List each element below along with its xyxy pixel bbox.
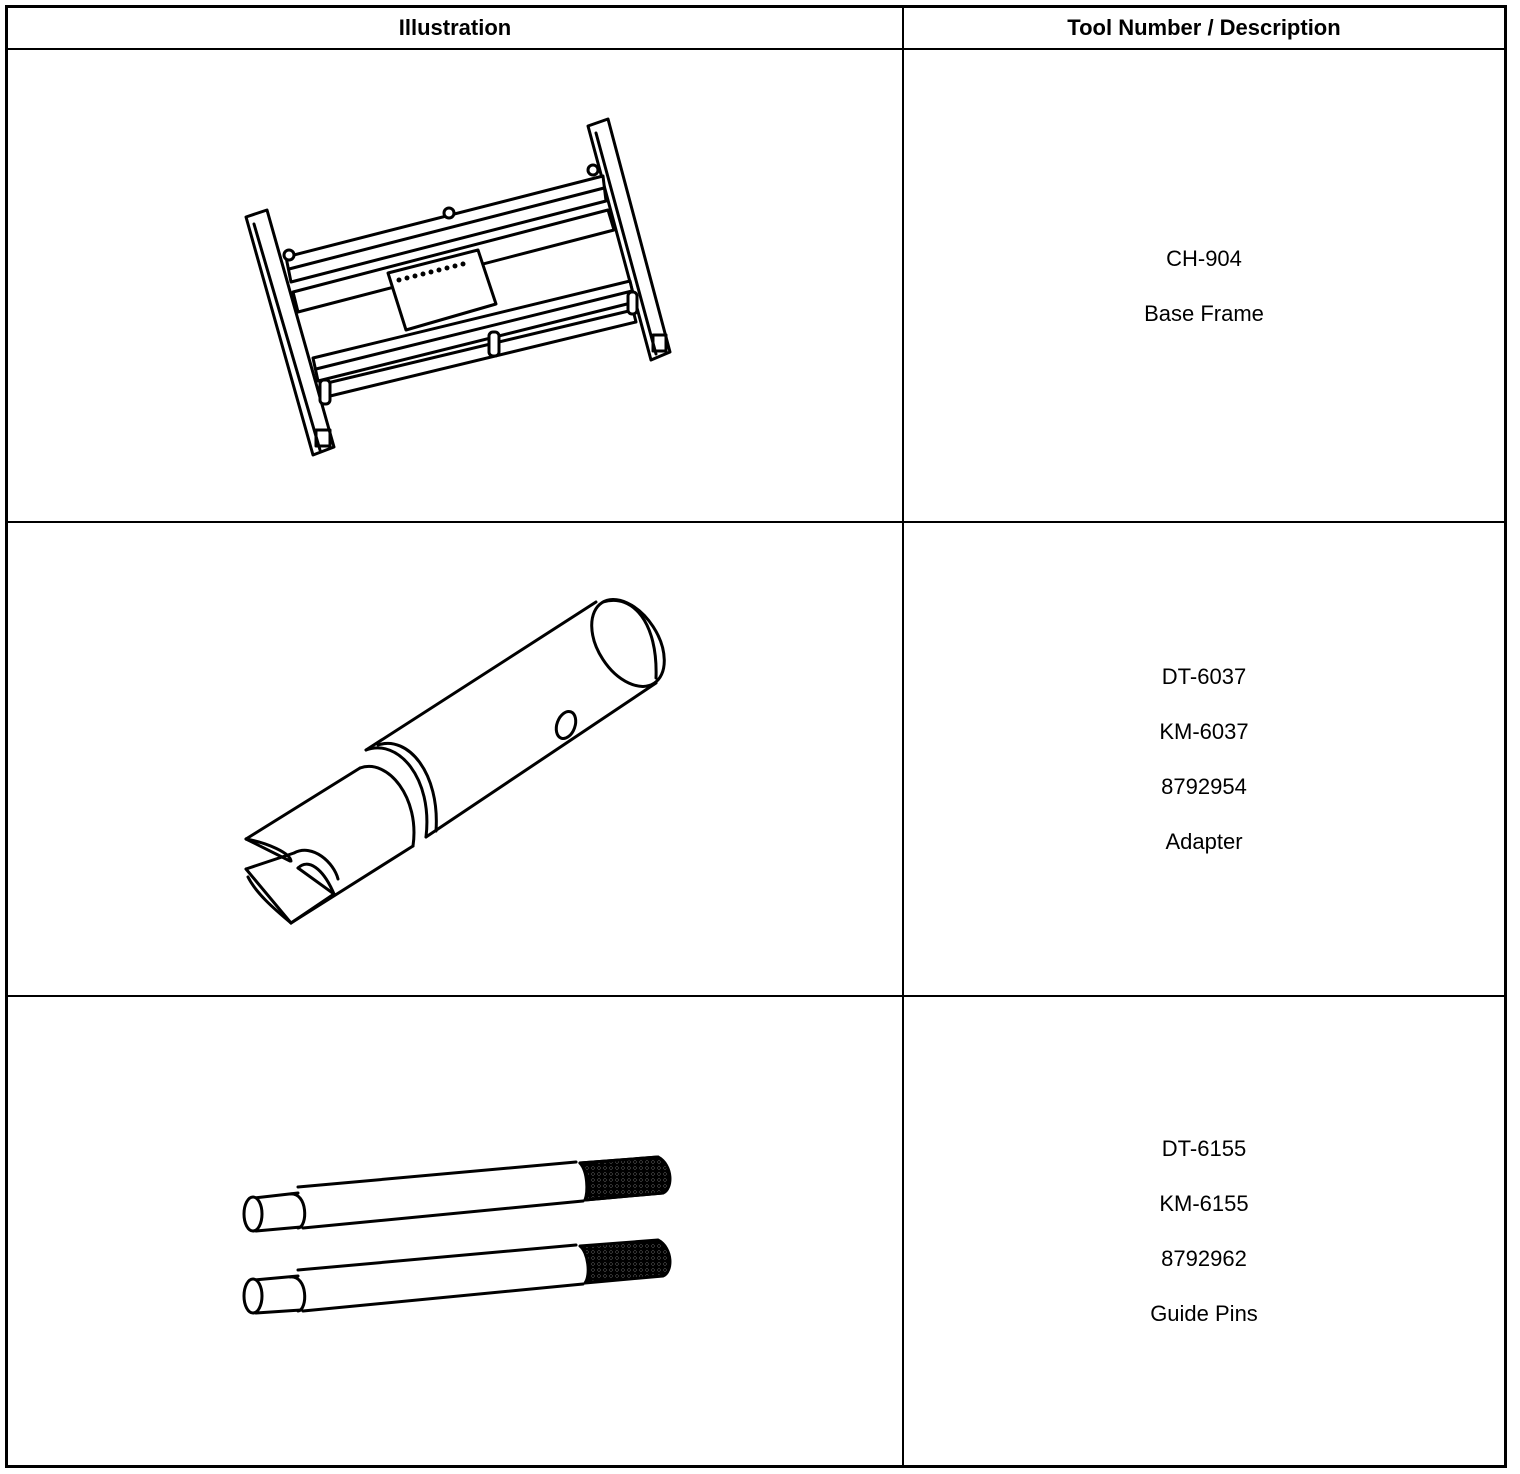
illustration-cell <box>8 50 902 521</box>
tool-number: KM-6155 <box>1159 1191 1249 1216</box>
header-illustration: Illustration <box>398 15 512 40</box>
table-row <box>8 997 1504 1465</box>
adapter-icon <box>8 523 902 997</box>
part-number: 8792954 <box>1161 774 1247 799</box>
tool-number: DT-6037 <box>1161 664 1247 689</box>
base-frame-icon <box>8 50 902 523</box>
tool-description-cell <box>904 50 1504 521</box>
illustration-cell <box>8 523 902 995</box>
header-tool-number-description: Tool Number / Description <box>1067 15 1341 40</box>
guide-pin-lower <box>244 1240 670 1313</box>
tool-number: KM-6037 <box>1159 719 1249 744</box>
table-row <box>8 50 1504 523</box>
illustration-cell <box>8 997 902 1465</box>
tool-description: Guide Pins <box>1150 1301 1258 1326</box>
part-number: 8792962 <box>1161 1246 1247 1271</box>
guide-pin-upper <box>244 1157 670 1231</box>
tool-description-cell <box>904 997 1504 1465</box>
tool-number: CH-904 <box>1166 245 1242 271</box>
table-row <box>8 523 1504 997</box>
guide-pins-icon <box>8 997 902 1465</box>
tool-description: Base Frame <box>1144 300 1264 326</box>
tool-number: DT-6155 <box>1161 1136 1247 1161</box>
tool-description-cell <box>904 523 1504 995</box>
tool-description: Adapter <box>1165 829 1243 854</box>
table-header <box>8 8 1504 50</box>
special-tools-table <box>5 5 1507 1468</box>
